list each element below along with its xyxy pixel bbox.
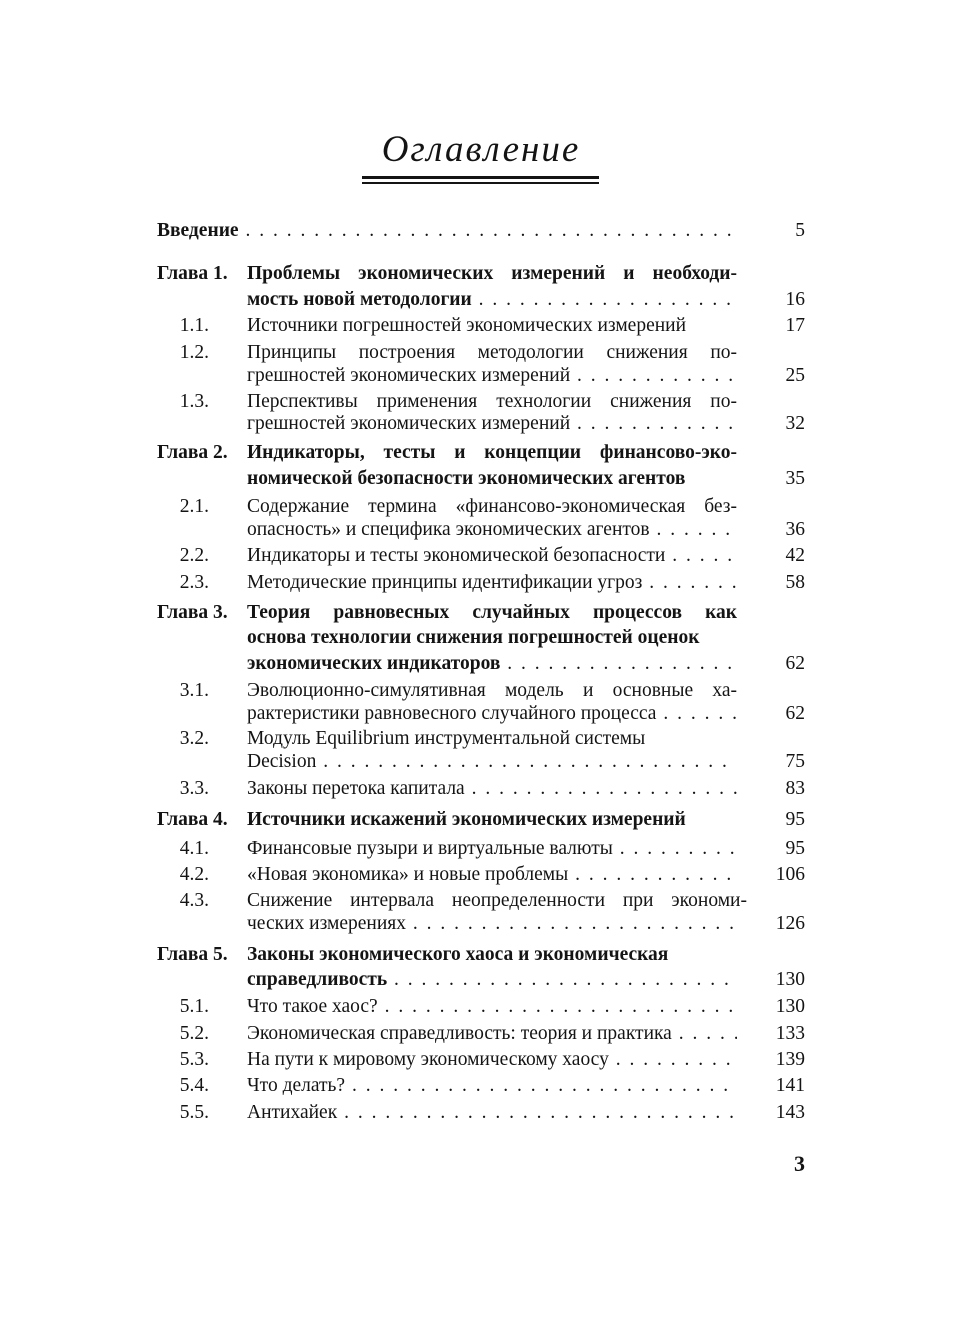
toc-chapter-5[interactable] <box>0 943 962 967</box>
section-number: 5.2. <box>179 1023 209 1044</box>
toc-entry-title: Антихайек . . . <box>247 1101 737 1125</box>
toc-entry-title: Методические принципы идентификации угроз . . . <box>247 571 737 595</box>
section-number: 1.3. <box>179 391 209 412</box>
section-number: 5.5. <box>179 1102 209 1123</box>
toc-entry-title: справедливость . . . <box>247 968 737 992</box>
toc-section-5-1[interactable] <box>0 995 962 1019</box>
toc-entry-title: номической безопасности экономических агентов <box>247 468 686 489</box>
section-number: 4.1. <box>179 838 209 859</box>
toc-section-1-2-cont[interactable] <box>0 364 962 388</box>
toc-entry-title: грешностей экономических измерений . . . <box>247 364 737 388</box>
toc-page-number: 58 <box>785 572 805 593</box>
toc-chapter-3[interactable] <box>0 601 962 625</box>
toc-section-4-1[interactable] <box>0 837 962 861</box>
toc-section-3-2-cont[interactable] <box>0 750 962 774</box>
toc-entry-title: На пути к мировому экономическому хаосу . . . <box>247 1048 737 1072</box>
toc-entry-title: опасность» и специфика экономических агентов . . . <box>247 518 737 542</box>
toc-page-number: 106 <box>775 864 805 885</box>
toc-page-number: 25 <box>785 365 805 386</box>
toc-section-3-1[interactable] <box>0 679 962 703</box>
chapter-label: Глава 3. <box>157 602 228 623</box>
section-number: 3.2. <box>179 728 209 749</box>
chapter-label: Глава 4. <box>157 809 228 830</box>
toc-section-4-3[interactable] <box>0 889 962 913</box>
toc-entry-title: Введение . . . <box>157 219 737 243</box>
toc-page-number: 126 <box>775 913 805 934</box>
toc-entry-title: Законы перетока капитала . . . <box>247 777 737 801</box>
toc-chapter-1[interactable] <box>0 262 962 286</box>
toc-entry-title: Decision . . . <box>247 750 737 774</box>
section-number: 3.1. <box>179 680 209 701</box>
toc-chapter-1-cont[interactable] <box>0 288 962 312</box>
toc-section-4-3-cont[interactable] <box>0 912 962 936</box>
toc-entry-title: Принципы построения методологии снижения по- <box>247 342 737 363</box>
toc-page-number: 133 <box>775 1023 805 1044</box>
toc-section-1-1[interactable] <box>0 314 962 338</box>
toc-entry-title: мость новой методологии . . . <box>247 288 737 312</box>
toc-page-number: 130 <box>775 969 805 990</box>
toc-chapter-3-cont2[interactable] <box>0 652 962 676</box>
toc-page-number: 139 <box>775 1049 805 1070</box>
toc-page-number: 95 <box>785 809 805 830</box>
section-number: 5.3. <box>179 1049 209 1070</box>
toc-entry-title: рактеристики равновесного случайного процесса . . . <box>247 702 737 726</box>
toc-entry-title: Перспективы применения технологии снижения по- <box>247 391 737 412</box>
toc-entry-title: Индикаторы и тесты экономической безопасности . . . <box>247 544 737 568</box>
toc-chapter-2-cont[interactable] <box>0 467 962 491</box>
toc-entry-title: «Новая экономика» и новые проблемы . . . <box>247 863 737 887</box>
toc-entry-title: ческих измерениях . . . <box>247 912 737 936</box>
toc-section-5-5[interactable] <box>0 1101 962 1125</box>
page-title: Оглавление <box>381 129 581 170</box>
toc-section-1-3-cont[interactable] <box>0 412 962 436</box>
toc-entry-title: Финансовые пузыри и виртуальные валюты . . . <box>247 837 737 861</box>
chapter-label: Глава 1. <box>157 263 228 284</box>
toc-entry-title: Индикаторы, тесты и концепции финансово-эко- <box>247 442 737 463</box>
toc-chapter-4[interactable] <box>0 808 962 832</box>
toc-entry-title: экономических индикаторов . . . <box>247 652 737 676</box>
toc-section-3-3[interactable] <box>0 777 962 801</box>
toc-page-number: 35 <box>785 468 805 489</box>
section-number: 1.1. <box>179 315 209 336</box>
chapter-label: Глава 5. <box>157 944 228 965</box>
toc-entry-title: основа технологии снижения погрешностей оценок <box>247 627 700 648</box>
section-number: 2.3. <box>179 572 209 593</box>
toc-entry-title: Экономическая справедливость: теория и практика . . . <box>247 1022 737 1046</box>
toc-entry-intro[interactable] <box>0 219 962 243</box>
toc-section-2-1[interactable] <box>0 495 962 519</box>
toc-page-number: 83 <box>785 778 805 799</box>
section-number: 4.3. <box>179 890 209 911</box>
toc-page-number: 16 <box>785 289 805 310</box>
toc-page-number: 141 <box>775 1075 805 1096</box>
section-number: 1.2. <box>179 342 209 363</box>
toc-entry-title: Источники погрешностей экономических измерений <box>247 315 687 336</box>
title-rule-thick <box>362 176 599 179</box>
toc-section-1-3[interactable] <box>0 390 962 414</box>
toc-chapter-5-cont[interactable] <box>0 968 962 992</box>
toc-page-number: 5 <box>795 220 805 241</box>
toc-section-2-1-cont[interactable] <box>0 518 962 542</box>
toc-page-number: 42 <box>785 545 805 566</box>
toc-section-2-3[interactable] <box>0 571 962 595</box>
toc-entry-title: Снижение интервала неопределенности при экономи- <box>247 890 747 911</box>
toc-entry-title: Теория равновесных случайных процессов как <box>247 602 737 623</box>
toc-page-number: 36 <box>785 519 805 540</box>
toc-entry-title: Содержание термина «финансово-экономическая без- <box>247 496 737 517</box>
chapter-label: Глава 2. <box>157 442 228 463</box>
toc-page-number: 17 <box>785 315 805 336</box>
toc-entry-title: Источники искажений экономических измерений <box>247 809 686 830</box>
toc-page-number: 62 <box>785 653 805 674</box>
section-number: 2.1. <box>179 496 209 517</box>
toc-section-4-2[interactable] <box>0 863 962 887</box>
toc-section-5-3[interactable] <box>0 1048 962 1072</box>
toc-entry-title: Законы экономического хаоса и экономическая <box>247 944 669 965</box>
toc-page-number: 130 <box>775 996 805 1017</box>
toc-page-number: 95 <box>785 838 805 859</box>
toc-chapter-3-cont[interactable] <box>0 626 962 650</box>
toc-entry-title: Что такое хаос? . . . <box>247 995 737 1019</box>
toc-section-3-2[interactable] <box>0 727 962 751</box>
section-number: 2.2. <box>179 545 209 566</box>
toc-section-2-2[interactable] <box>0 544 962 568</box>
toc-page-number: 75 <box>785 751 805 772</box>
toc-entry-title: Модуль Equilibrium инструментальной системы <box>247 728 646 749</box>
toc-page-number: 62 <box>785 703 805 724</box>
toc-section-1-2[interactable] <box>0 341 962 365</box>
section-number: 3.3. <box>179 778 209 799</box>
toc-entry-title: Что делать? . . . <box>247 1074 737 1098</box>
toc-entry-title: Эволюционно-симулятивная модель и основные ха- <box>247 680 737 701</box>
toc-chapter-2[interactable] <box>0 441 962 465</box>
toc-section-3-1-cont[interactable] <box>0 702 962 726</box>
section-number: 5.4. <box>179 1075 209 1096</box>
toc-entry-title: Проблемы экономических измерений и необходи- <box>247 263 737 284</box>
page-folio: 3 <box>794 1151 805 1176</box>
section-number: 4.2. <box>179 864 209 885</box>
toc-section-5-4[interactable] <box>0 1074 962 1098</box>
toc-entry-title: грешностей экономических измерений . . . <box>247 412 737 436</box>
section-number: 5.1. <box>179 996 209 1017</box>
toc-page-number: 143 <box>775 1102 805 1123</box>
toc-section-5-2[interactable] <box>0 1022 962 1046</box>
title-rule-thin <box>362 182 599 184</box>
toc-page-number: 32 <box>785 413 805 434</box>
